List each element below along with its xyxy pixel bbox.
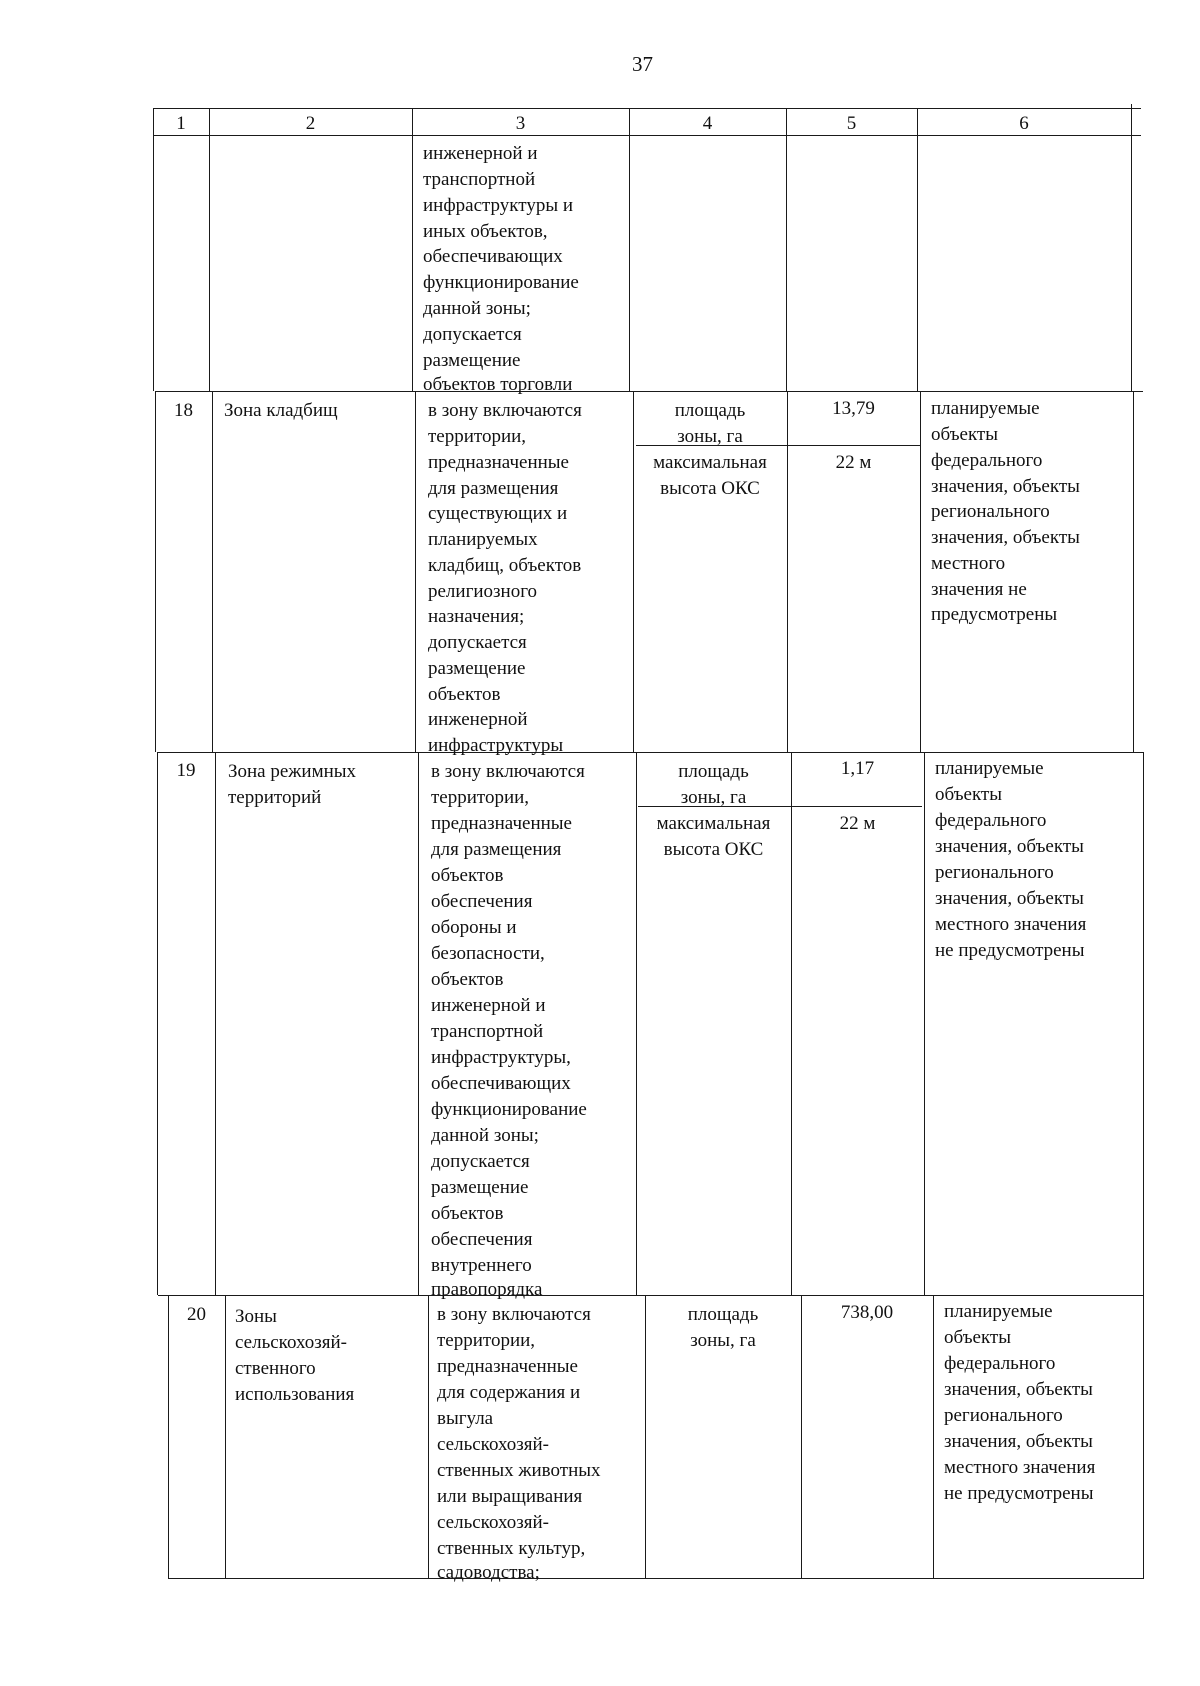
continuation-description-line: размещение [423, 350, 521, 371]
param-area-value: 1,17 [840, 758, 875, 779]
zone-description-line: инфраструктуры [428, 735, 564, 756]
continuation-description-line: иных объектов, [423, 221, 548, 242]
zone-description-line: обеспечения [431, 891, 533, 912]
zone-description-line: религиозного [428, 581, 538, 602]
table-rule-col2 [415, 391, 416, 752]
zone-description-line: размещение [431, 1177, 529, 1198]
zone-description-line: функционирование [431, 1099, 587, 1120]
zone-description-line: ственных животных [437, 1460, 601, 1481]
zone-description-line: в зону включаются [431, 761, 585, 782]
planned-objects-line: значения, объекты [944, 1379, 1093, 1400]
planned-objects-line: значения, объекты [931, 476, 1080, 497]
zone-description-line: сельскохозяй- [437, 1512, 549, 1533]
table-rule-col-right [1133, 391, 1134, 752]
planned-objects-line: регионального [935, 862, 1054, 883]
table-rule-col1 [212, 391, 213, 752]
zone-description-line: инженерной [428, 709, 528, 730]
zone-description-line: для размещения [428, 478, 559, 499]
zone-name-line: сельскохозяй- [235, 1332, 347, 1353]
table-rule-col2 [418, 752, 419, 1295]
table-rule-col5 [920, 391, 921, 752]
zone-description-line: или выращивания [437, 1486, 583, 1507]
zone-description-line: территории, [431, 787, 530, 808]
zone-name-line: территорий [228, 787, 322, 808]
planned-objects-line: регионального [931, 501, 1050, 522]
planned-objects-line: федерального [944, 1353, 1056, 1374]
zone-description-line: объектов [428, 684, 501, 705]
table-rule-col1 [209, 108, 210, 391]
planned-objects-line: федерального [935, 810, 1047, 831]
zone-description-line: инфраструктуры, [431, 1047, 571, 1068]
continuation-description-line: допускается [423, 324, 522, 345]
planned-objects-line: не предусмотрены [935, 940, 1085, 961]
param-area-value: 13,79 [832, 398, 875, 419]
planned-objects-line: значения, объекты [931, 527, 1080, 548]
continuation-description-line: обеспечивающих [423, 246, 563, 267]
planned-objects-line: планируемые [944, 1301, 1053, 1322]
planned-objects-line: планируемые [931, 398, 1040, 419]
zone-description-line: объектов [431, 1203, 504, 1224]
column-header-1: 1 [176, 113, 186, 134]
table-rule-col-right [1143, 752, 1144, 1295]
table-rule-col-left [153, 108, 154, 391]
planned-objects-line: предусмотрены [931, 604, 1058, 625]
zone-description-line: территории, [428, 426, 527, 447]
zone-description-line: правопорядка [431, 1279, 543, 1300]
table-rule-col2 [412, 108, 413, 391]
param-area-label: площадь [687, 1304, 759, 1325]
param-area-label: зоны, га [677, 426, 743, 447]
param-height-label: высота ОКС [663, 839, 764, 860]
planned-objects-line: местного значения [944, 1457, 1096, 1478]
zone-description-line: обороны и [431, 917, 517, 938]
zone-description-line: для содержания и [437, 1382, 581, 1403]
zone-description-line: транспортной [431, 1021, 544, 1042]
continuation-description-line: функционирование [423, 272, 579, 293]
column-header-3: 3 [515, 113, 526, 134]
zone-name-line: ственного [235, 1358, 316, 1379]
table-rule-col-left [168, 1295, 169, 1578]
continuation-description-line: инженерной и [423, 143, 538, 164]
planned-objects-line: объекты [944, 1327, 1012, 1348]
table-rule-col4 [801, 1295, 802, 1578]
zone-description-line: допускается [431, 1151, 530, 1172]
table-rule-col-left [155, 391, 156, 752]
column-header-4: 4 [702, 113, 713, 134]
table-rule-row18-top [155, 391, 1143, 392]
column-header-5: 5 [846, 113, 857, 134]
table-rule-col4 [786, 108, 787, 391]
zone-description-line: объектов [431, 969, 504, 990]
param-area-value: 738,00 [840, 1302, 894, 1323]
param-height-label: высота ОКС [660, 478, 760, 499]
column-header-6: 6 [1019, 113, 1029, 134]
page-number: 37 [632, 52, 653, 76]
zone-description-line: допускается [428, 632, 527, 653]
table-rule-col1 [225, 1295, 226, 1578]
table-rule-row19-top [157, 752, 1143, 753]
table-rule-col-right [1143, 1295, 1144, 1578]
planned-objects-line: значения, объекты [935, 836, 1084, 857]
table-rule-bottom [168, 1578, 1144, 1579]
table-rule-row20-top [158, 1295, 1144, 1296]
table-rule-col4 [787, 391, 788, 752]
zone-name-line: Зона кладбищ [224, 400, 338, 421]
zone-name-line: Зона режимных [228, 761, 357, 782]
planned-objects-line: регионального [944, 1405, 1063, 1426]
table-rule-col5 [917, 108, 918, 391]
param-area-label: площадь [678, 761, 749, 782]
zone-description-line: в зону включаются [437, 1304, 591, 1325]
zone-description-line: данной зоны; [431, 1125, 539, 1146]
table-rule-col-right [1131, 104, 1132, 391]
zone-description-line: существующих и [428, 503, 568, 524]
planned-objects-line: федерального [931, 450, 1043, 471]
zone-description-line: предназначенные [428, 452, 569, 473]
table-rule-col2 [428, 1295, 429, 1578]
param-height-label: максимальная [653, 452, 767, 473]
zone-description-line: предназначенные [431, 813, 572, 834]
continuation-description-line: объектов торговли [423, 374, 573, 395]
zone-description-line: размещение [428, 658, 526, 679]
param-height-value: 22 м [839, 813, 876, 834]
planned-objects-line: значения, объекты [944, 1431, 1093, 1452]
zone-description-line: кладбищ, объектов [428, 555, 582, 576]
row-number: 20 [187, 1304, 206, 1325]
planned-objects-line: объекты [935, 784, 1003, 805]
continuation-description-line: данной зоны; [423, 298, 531, 319]
zone-description-line: ственных культур, [437, 1538, 586, 1559]
table-rule-col5 [933, 1295, 934, 1578]
continuation-description-line: инфраструктуры и [423, 195, 574, 216]
zone-description-line: сельскохозяй- [437, 1434, 549, 1455]
planned-objects-line: местного значения [935, 914, 1087, 935]
zone-description-line: безопасности, [431, 943, 545, 964]
continuation-description-line: транспортной [423, 169, 536, 190]
planned-objects-line: местного [931, 553, 1006, 574]
table-rule-top [153, 108, 1141, 109]
row-number: 18 [174, 400, 193, 421]
planned-objects-line: не предусмотрены [944, 1483, 1094, 1504]
table-rule-col5 [924, 752, 925, 1295]
param-height-value: 22 м [835, 452, 872, 473]
table-rule-col1 [215, 752, 216, 1295]
zone-description-line: обеспечения [431, 1229, 533, 1250]
zone-description-line: обеспечивающих [431, 1073, 571, 1094]
zone-description-line: выгула [437, 1408, 494, 1429]
param-area-label: площадь [674, 400, 746, 421]
zone-description-line: внутреннего [431, 1255, 532, 1276]
planned-objects-line: объекты [931, 424, 999, 445]
zone-name-line: Зоны [235, 1306, 277, 1327]
zone-description-line: объектов [431, 865, 504, 886]
zone-description-line: для размещения [431, 839, 562, 860]
table-rule-col-left [157, 752, 158, 1295]
zone-description-line: предназначенные [437, 1356, 578, 1377]
zone-name-line: использования [235, 1384, 355, 1405]
zone-description-line: садоводства; [437, 1562, 540, 1583]
zone-description-line: территории, [437, 1330, 536, 1351]
zone-description-line: назначения; [428, 606, 525, 627]
zone-description-line: планируемых [428, 529, 538, 550]
row-number: 19 [176, 760, 196, 781]
planned-objects-line: планируемые [935, 758, 1044, 779]
zone-description-line: инженерной и [431, 995, 546, 1016]
param-area-label: зоны, га [690, 1330, 756, 1351]
table-rule-col3 [629, 108, 630, 391]
param-height-label: максимальная [656, 813, 771, 834]
zone-description-line: в зону включаются [428, 400, 582, 421]
planned-objects-line: значения, объекты [935, 888, 1084, 909]
param-area-label: зоны, га [680, 787, 747, 808]
column-header-2: 2 [305, 113, 316, 134]
planned-objects-line: значения не [931, 579, 1027, 600]
